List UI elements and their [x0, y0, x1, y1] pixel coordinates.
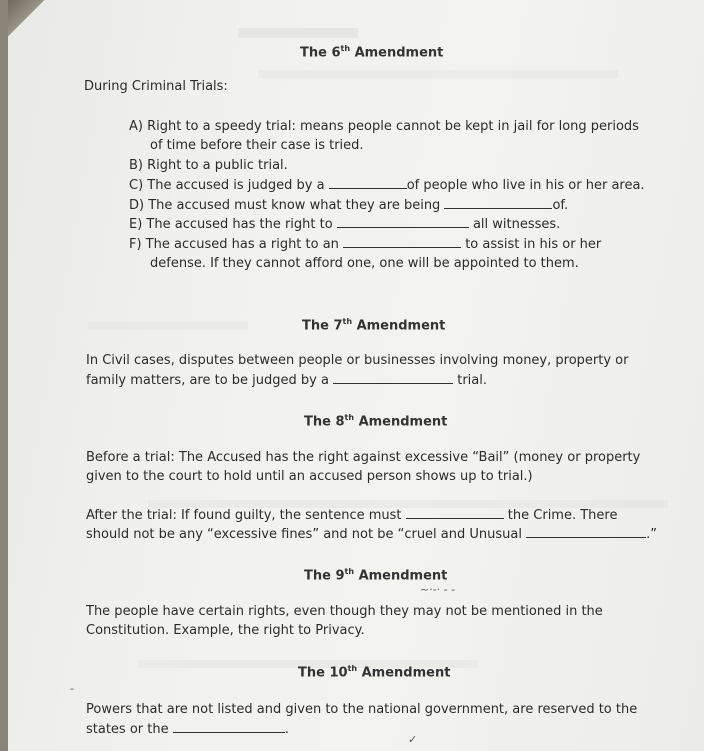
blank-field[interactable]	[173, 720, 285, 733]
blank-field[interactable]	[329, 176, 407, 189]
amendment-9-line1: The people have certain rights, even though they may not be mentioned in the	[86, 604, 603, 619]
amendment-10-line1: Powers that are not listed and given to the national government, are reserved to the	[86, 702, 638, 717]
item-b: B) Right to a public trial.	[129, 158, 288, 173]
blank-field[interactable]	[337, 215, 469, 228]
amendment-7-line2: family matters, are to be judged by a trial.	[86, 373, 488, 388]
pencil-mark: -	[70, 682, 74, 695]
pencil-scribble: ~·-· - -	[420, 583, 456, 596]
amendment-7-title: The 7th Amendment	[302, 317, 446, 334]
amendment-8-line2: given to the court to hold until an accused person shows up to trial.)	[86, 469, 533, 484]
worksheet-page	[8, 0, 704, 751]
bleed-through	[258, 70, 618, 78]
amendment-10-title: The 10th Amendment	[298, 664, 451, 681]
blank-field[interactable]	[333, 371, 453, 384]
amendment-9-title: The 9th Amendment	[304, 567, 448, 584]
amendment-8-line1: Before a trial: The Accused has the right against excessive “Bail” (money or property	[86, 450, 641, 465]
bleed-through	[88, 322, 248, 330]
amendment-9-line2: Constitution. Example, the right to Privacy.	[86, 623, 365, 638]
blank-field[interactable]	[406, 506, 504, 519]
blank-field[interactable]	[444, 196, 552, 209]
amendment-6-intro: During Criminal Trials:	[84, 79, 228, 94]
pencil-mark: ✓	[408, 733, 418, 746]
amendment-8-line4: should not be any “excessive fines” and not be “cruel and Unusual .”	[86, 527, 657, 542]
amendment-7-line1: In Civil cases, disputes between people or businesses involving money, property or	[86, 353, 629, 368]
blank-field[interactable]	[343, 235, 461, 248]
item-d: D) The accused must know what they are being of.	[129, 198, 569, 213]
item-e: E) The accused has the right to all witnesses.	[129, 217, 561, 232]
item-f-line2: defense. If they cannot afford one, one will be appointed to them.	[150, 256, 579, 271]
amendment-6-title: The 6th Amendment	[300, 44, 444, 61]
item-c: C) The accused is judged by a of people who live in his or her area.	[129, 178, 645, 193]
item-a-line1: A) Right to a speedy trial: means people cannot be kept in jail for long periods	[129, 119, 639, 134]
amendment-10-line2: states or the .	[86, 722, 289, 737]
amendment-8-title: The 8th Amendment	[304, 413, 448, 430]
page-corner-shadow	[8, 0, 48, 40]
blank-field[interactable]	[526, 525, 646, 538]
item-a-line2: of time before their case is tried.	[150, 138, 364, 153]
amendment-8-line3: After the trial: If found guilty, the sentence must the Crime. There	[86, 508, 618, 523]
bleed-through	[238, 28, 358, 38]
item-f-line1: F) The accused has a right to an to assist in his or her	[129, 237, 602, 252]
